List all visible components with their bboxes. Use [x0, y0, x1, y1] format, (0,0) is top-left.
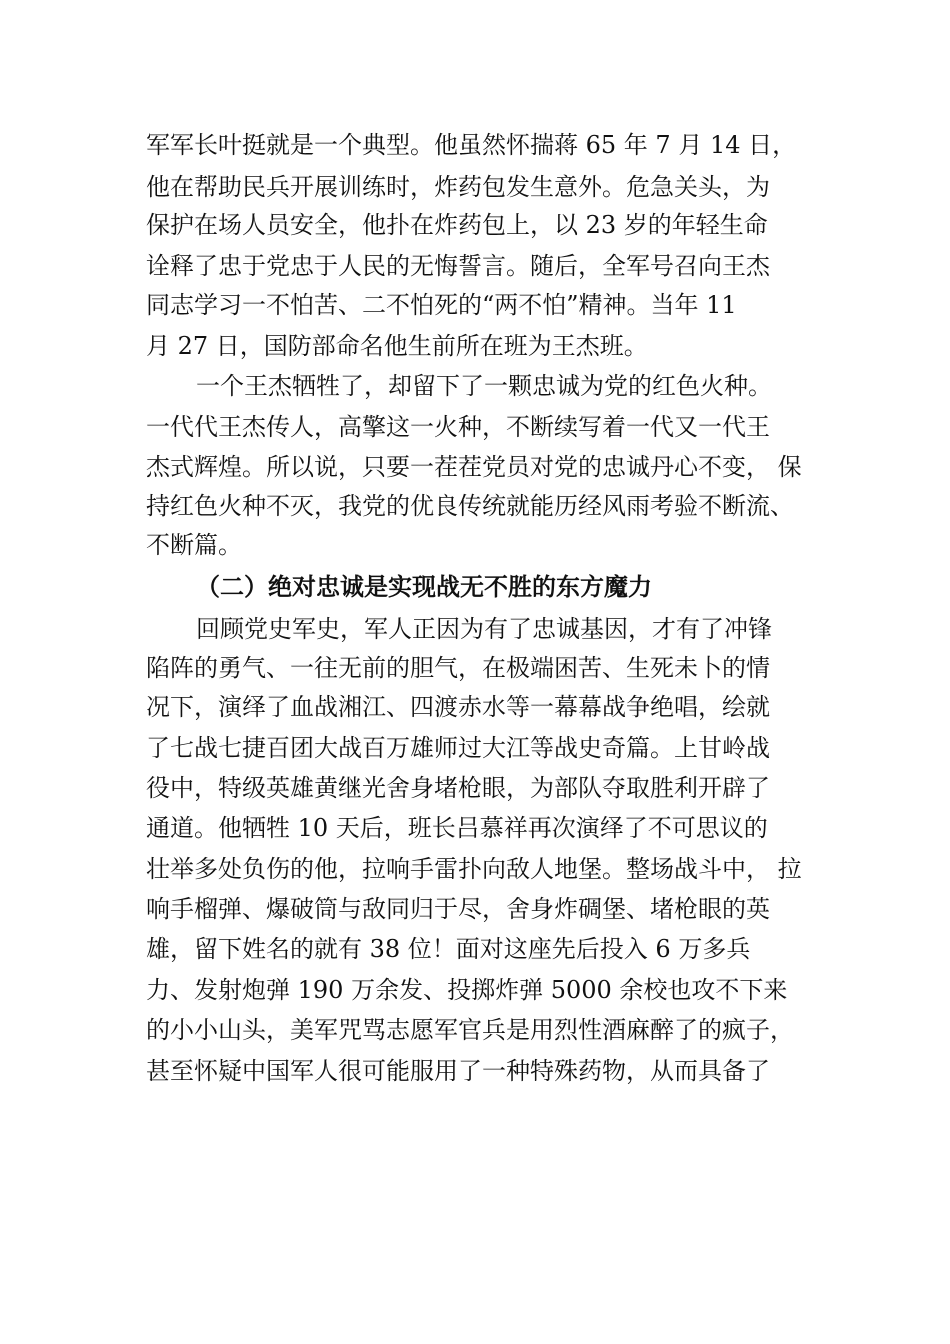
- text-line: 响手榴弹、爆破筒与敌同归于尽，舍身炸碉堡、堵枪眼的英: [146, 895, 770, 923]
- text-line: 陷阵的勇气、一往无前的胆气，在极端困苦、生死未卜的情: [146, 654, 770, 682]
- text-line: 不断篇。: [146, 531, 242, 559]
- text-line: 役中，特级英雄黄继光舍身堵枪眼，为部队夺取胜利开辟了: [146, 774, 770, 802]
- text-line: 月 27 日，国防部命名他生前所在班为王杰班。: [146, 332, 648, 360]
- text-line: 了七战七捷百团大战百万雄师过大江等战史奇篇。上甘岭战: [146, 734, 770, 762]
- text-line: 他在帮助民兵开展训练时，炸药包发生意外。危急关头，为: [146, 173, 770, 201]
- text-line: 况下，演绎了血战湘江、四渡赤水等一幕幕战争绝唱，绘就: [146, 693, 770, 721]
- section-heading: （二）绝对忠诚是实现战无不胜的东方魔力: [196, 572, 652, 601]
- text-line: 一个王杰牺牲了，却留下了一颗忠诚为党的红色火种。: [196, 372, 772, 400]
- text-line: 诠释了忠于党忠于人民的无悔誓言。随后，全军号召向王杰: [146, 252, 770, 280]
- text-line: 壮举多处负伤的他，拉响手雷扑向敌人地堡。整场战斗中， 拉: [146, 855, 802, 883]
- text-line: 同志学习一不怕苦、二不怕死的“两不怕”精神。当年 11: [146, 291, 737, 319]
- text-line: 回顾党史军史，军人正因为有了忠诚基因，才有了冲锋: [196, 615, 772, 643]
- text-line: 力、发射炮弹 190 万余发、投掷炸弹 5000 余校也攻不下来: [146, 976, 788, 1004]
- text-line: 通道。他牺牲 10 天后，班长吕慕祥再次演绎了不可思议的: [146, 814, 768, 842]
- text-line: 军军长叶挺就是一个典型。他虽然怀揣蒋 65 年 7 月 14 日，: [146, 131, 797, 159]
- text-line: 甚至怀疑中国军人很可能服用了一种特殊药物，从而具备了: [146, 1057, 770, 1085]
- text-line: 持红色火种不灭，我党的优良传统就能历经风雨考验不断流、: [146, 492, 794, 520]
- text-line: 保护在场人员安全，他扑在炸药包上，以 23 岁的年轻生命: [146, 211, 768, 239]
- text-line: 雄，留下姓名的就有 38 位！面对这座先后投入 6 万多兵: [146, 935, 751, 963]
- text-line: 的小小山头，美军咒骂志愿军官兵是用烈性酒麻醉了的疯子，: [146, 1016, 794, 1044]
- text-line: 杰式辉煌。所以说，只要一茬茬党员对党的忠诚丹心不变， 保: [146, 453, 802, 481]
- text-line: 一代代王杰传人，高擎这一火种，不断续写着一代又一代王: [146, 413, 770, 441]
